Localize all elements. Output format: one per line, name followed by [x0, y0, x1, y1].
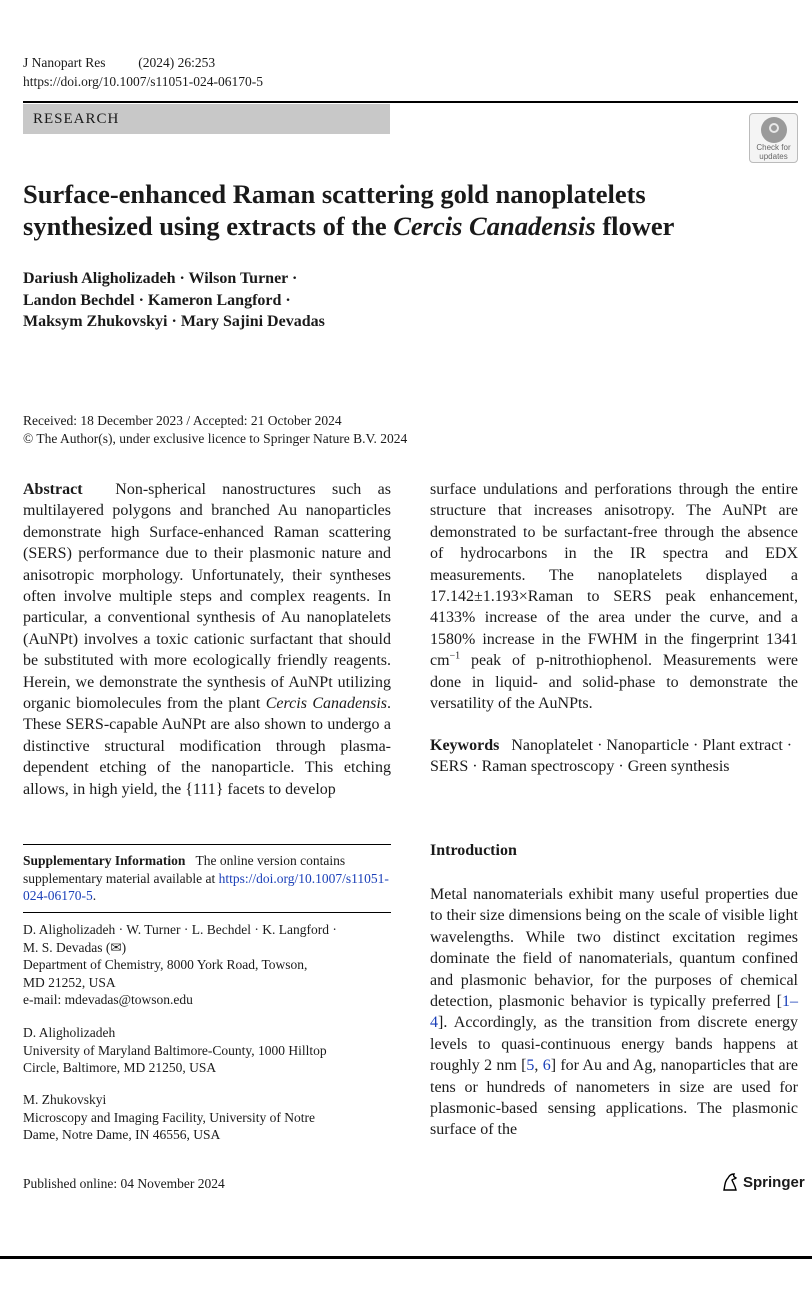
check-updates-icon [761, 117, 787, 143]
check-for-updates-badge[interactable] [749, 113, 798, 163]
supplementary-info [23, 852, 391, 905]
author-line: Landon Bechdel · Kameron Langford · [23, 291, 291, 309]
abstract-left [23, 479, 391, 800]
keywords-label: Keywords [430, 737, 500, 754]
abstract-text-right: surface undulations and perforations through the entire structure that increases anisotropy. The AuNPt are demonstrated to be surfactant-free through the absence of hydrocarbons in the IR spectra and EDX measurements. The nanoplatelets displayed a 17.142±1.193×Raman to SERS peak enhancement, 4133% increase of the area under the curve, and a 1580% increase in the FWHM in the fingerprint 1341 cm [430, 481, 798, 670]
citation-link[interactable]: 6 [542, 1057, 551, 1075]
affiliation-line: Dame, Notre Dame, IN 46556, USA [23, 1127, 221, 1143]
intro-text: ] for Au and Ag, nanoparticles that are tens or hundreds of nanometers in size are used for plasmonic-based sensing applications. The plasmonic surface of the [430, 1057, 799, 1139]
affiliation-line: University of Maryland Baltimore-County, 1000 Hilltop [23, 1042, 327, 1058]
affiliation-line: Circle, Baltimore, MD 21250, USA [23, 1060, 217, 1076]
received-date: Received: 18 December 2023 / Accepted: 21 October 2024 [23, 413, 342, 428]
affiliation-email[interactable]: e-mail: mdevadas@towson.edu [23, 992, 193, 1008]
abstract-text-right-end: peak of p-nitrothiophenol. Measurements were done in liquid- and solid-phase to demonstrate the versatility of the AuNPts. [430, 652, 798, 713]
affiliation-3 [23, 1091, 391, 1144]
article-title [23, 178, 763, 242]
springer-horse-icon [721, 1172, 739, 1192]
keywords-text: Nanoplatelet · Nanoparticle · Plant extract · SERS · Raman spectroscopy · Green synthesis [430, 737, 793, 776]
dates-block [23, 412, 543, 448]
abstract-italic: Cercis Canadensis [265, 695, 388, 713]
journal-volume: (2024) 26:253 [138, 55, 216, 70]
section-heading-introduction: Introduction [430, 842, 517, 859]
citation-link[interactable]: 5 [526, 1057, 535, 1075]
badge-text-2: updates [759, 152, 788, 161]
journal-header [23, 53, 215, 72]
title-italic: Cercis Canadensis [393, 211, 596, 241]
author-line: Maksym Zhukovskyi · Mary Sajini Devadas [23, 313, 325, 330]
affiliation-address: MD 21252, USA [23, 974, 116, 990]
affiliation-line: Microscopy and Imaging Facility, University of Notre [23, 1109, 315, 1125]
supplementary-text: The online version contains supplementary material available at [23, 853, 346, 886]
affiliation-2 [23, 1024, 391, 1077]
badge-text-1: Check for [756, 143, 791, 152]
divider [23, 912, 391, 913]
doi-link[interactable]: https://doi.org/10.1007/s11051-024-06170-5 [23, 74, 264, 89]
copyright: © The Author(s), under exclusive licence to Springer Nature B.V. 2024 [23, 431, 408, 446]
keywords [430, 735, 798, 778]
title-text-end: flower [595, 211, 675, 241]
published-date: Published online: 04 November 2024 [23, 1176, 225, 1191]
affiliation-names: D. Aligholizadeh [23, 1025, 116, 1040]
divider [23, 844, 391, 845]
title-text: Surface-enhanced Raman scattering gold nanoplatelets synthesized using extracts of the [23, 179, 646, 241]
affiliation-names: M. S. Devadas (✉) [23, 939, 127, 955]
introduction-text [430, 884, 798, 1141]
intro-text: ]. Accordingly, as the transition from discrete energy levels to quasi-continuous energy bands happens at roughly 2 nm [ [430, 1014, 798, 1075]
superscript: −1 [449, 650, 461, 662]
affiliation-names: M. Zhukovskyi [23, 1092, 107, 1107]
abstract-text: Non-spherical nanostructures such as multilayered polygons and branched Au nanoparticles demonstrate high Surface-enhanced Raman scattering (SERS) performance due to their plasmonic nature and anisotropic morphology. Unfortunately, their syntheses often involve multiple steps and complex reagents. In particular, a conventional synthesis of Au nanoplatelets (AuNPt) involves a toxic cationic surfactant that should be substituted with more ecologically friendly reagents. Herein, we demonstrate the synthesis of AuNPt utilizing organic biomolecules from the plant [23, 481, 392, 713]
affiliation-names: D. Aligholizadeh · W. Turner · L. Bechdel · K. Langford · [23, 922, 337, 937]
supplementary-link[interactable]: https://doi.org/10.1007/s11051-024-06170-5 [23, 870, 389, 904]
abstract-text-cont: . These SERS-capable AuNPt are also shown to undergo a distinctive structural modification through plasma-dependent etching of the nanoparticle. This etching allows, in high yield, the {111} facets to develop [23, 695, 392, 798]
supplementary-end: . [92, 888, 97, 904]
affiliation-dept: Department of Chemistry, 8000 York Road, Towson, [23, 957, 308, 973]
citation-sep: , [534, 1057, 543, 1075]
publisher-name: Springer [743, 1173, 805, 1191]
intro-text: Metal nanomaterials exhibit many useful properties due to their size dimensions being on the scale of visible light wavelengths. While two distinct excitation regimes dominate the field of nanomaterials, quantum confined and plasmonic behavior, for the purposes of chemical detection, plasmonic behavior is typically preferred [ [430, 886, 798, 1011]
section-label: RESEARCH [23, 104, 390, 134]
publisher-logo [721, 1172, 805, 1192]
supplementary-label: Supplementary Information [23, 853, 186, 868]
affiliation-1 [23, 921, 391, 1009]
abstract-right [430, 479, 798, 714]
page-bottom-rule [0, 1256, 812, 1259]
author-list [23, 268, 443, 333]
header-rule [23, 101, 798, 103]
author-line: Dariush Aligholizadeh · Wilson Turner · [23, 270, 298, 287]
journal-name: J Nanopart Res [23, 55, 106, 70]
citation-link[interactable]: 1–4 [430, 993, 798, 1032]
abstract-label: Abstract [23, 481, 83, 498]
